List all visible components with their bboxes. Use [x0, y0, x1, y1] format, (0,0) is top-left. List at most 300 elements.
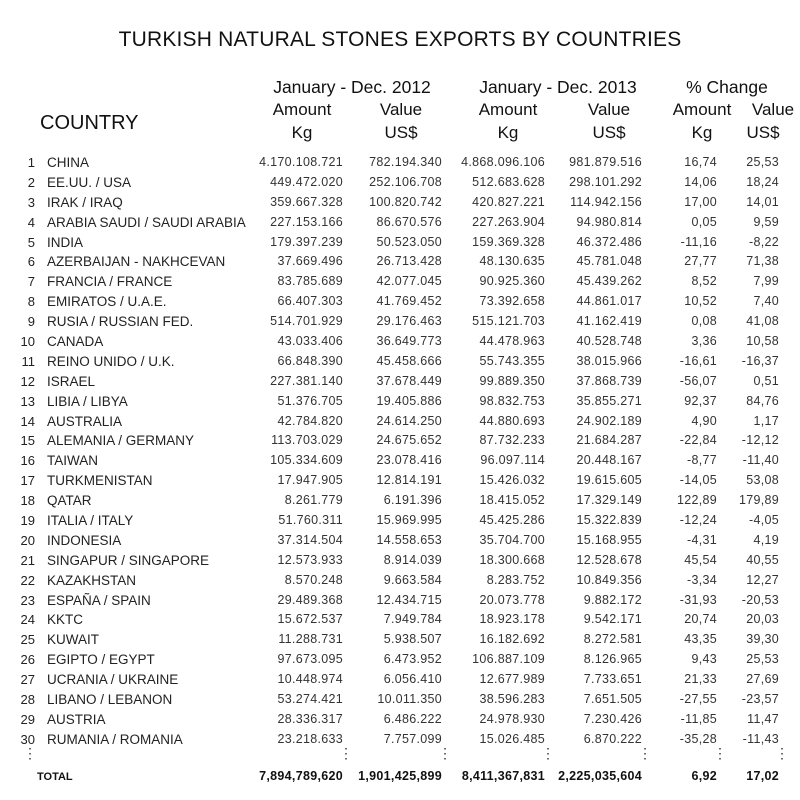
country-name: EGIPTO / EGYPT — [47, 652, 155, 668]
pct-change-amount: 45,54 — [684, 552, 717, 567]
pct-change-value: 0,51 — [753, 373, 779, 388]
value-2012: 7.757.099 — [383, 731, 442, 746]
table-row — [0, 235, 800, 255]
value-2013: 7.651.505 — [583, 692, 642, 707]
row-index: 11 — [21, 353, 35, 369]
value-2012: 15.969.995 — [376, 513, 442, 528]
row-index: 14 — [20, 413, 35, 429]
amount-2012: 227.153.166 — [270, 214, 343, 229]
amount-2013: 38.596.283 — [479, 692, 545, 707]
amount-2013: 159.369.328 — [472, 234, 545, 249]
table-row — [0, 433, 800, 453]
pct-change-amount: 8,52 — [691, 274, 717, 289]
value-2013: 38.015.966 — [576, 353, 642, 368]
table-row — [0, 175, 800, 195]
pct-change-amount: -8,77 — [687, 453, 717, 468]
value-2013: 44.861.017 — [576, 294, 642, 309]
value-2013: 24.902.189 — [576, 413, 642, 428]
row-index: 3 — [27, 194, 35, 210]
amount-2012: 179.397.239 — [270, 234, 343, 249]
value-2012: 6.486.222 — [383, 711, 442, 726]
amount-2013: 227.263.904 — [472, 214, 545, 229]
pct-change-amount: 17,00 — [684, 194, 717, 209]
value-2013: 41.162.419 — [576, 314, 642, 329]
pct-change-amount: 10,52 — [684, 294, 717, 309]
amount-2012: 23.218.633 — [277, 731, 343, 746]
amount-2012: 10.448.974 — [277, 672, 343, 687]
pct-change-amount: 43,35 — [684, 632, 717, 647]
pct-change-amount: -14,05 — [679, 473, 717, 488]
value-2012: 45.458.666 — [376, 353, 442, 368]
amount-2013: 15.426.032 — [479, 473, 545, 488]
table-row — [0, 732, 800, 752]
table-row — [0, 692, 800, 712]
ellipsis-pct-value: ⋮ — [775, 745, 789, 761]
row-index: 4 — [27, 214, 35, 230]
value-2012: 6.191.396 — [383, 493, 442, 508]
pct-change-amount: 0,08 — [691, 314, 717, 329]
value-2013: 114.942.156 — [570, 194, 642, 209]
value-2012: 26.713.428 — [376, 254, 442, 269]
value-2012: 29.176.463 — [376, 314, 442, 329]
pct-change-value: 9,59 — [753, 214, 779, 229]
country-name: ARABIA SAUDI / SAUDI ARABIA — [47, 214, 246, 230]
pct-change-amount: 21,33 — [684, 672, 717, 687]
amount-2012: 29.489.368 — [277, 592, 343, 607]
row-index: 8 — [27, 294, 35, 310]
row-index: 22 — [20, 572, 35, 588]
country-name: RUSIA / RUSSIAN FED. — [47, 314, 194, 330]
value-2012: 8.914.039 — [383, 552, 442, 567]
country-name: AUSTRALIA — [47, 413, 123, 429]
row-index: 9 — [27, 314, 35, 330]
value-2012: 7.949.784 — [383, 612, 442, 627]
pct-change-amount: -3,34 — [687, 572, 717, 587]
amount-2013: 55.743.355 — [479, 353, 545, 368]
total-pct-amount: 6,92 — [691, 769, 717, 783]
value-2012: 24.614.250 — [376, 413, 442, 428]
pct-change-value: -20,53 — [741, 592, 779, 607]
country-name: INDONESIA — [47, 532, 122, 548]
pct-change-value: 10,58 — [746, 334, 779, 349]
row-index: 26 — [20, 652, 35, 668]
pct-change-value: 25,53 — [746, 652, 779, 667]
country-name: SINGAPUR / SINGAPORE — [47, 552, 210, 568]
value-2012: 10.011.350 — [377, 692, 442, 707]
amount-2013: 420.827.221 — [472, 194, 545, 209]
row-index: 27 — [20, 672, 35, 688]
pct-change-amount: 122,89 — [676, 493, 717, 508]
country-name: UCRANIA / UKRAINE — [47, 672, 179, 688]
country-name: ESPAÑA / SPAIN — [47, 592, 151, 608]
value-2013: 9.542.171 — [583, 612, 642, 627]
table-row — [0, 533, 800, 553]
amount-2012: 227.381.140 — [270, 373, 343, 388]
country-name: EMIRATOS / U.A.E. — [47, 294, 167, 310]
total-pct-value: 17,02 — [746, 769, 779, 783]
value-2013: 8.126.965 — [583, 652, 642, 667]
amount-2012: 105.334.609 — [270, 453, 343, 468]
country-name: FRANCIA / FRANCE — [47, 274, 173, 290]
total-value-2012: 1,901,425,899 — [358, 769, 442, 783]
country-name: RUMANIA / ROMANIA — [47, 731, 183, 747]
row-index: 1 — [27, 155, 35, 170]
amount-2012: 449.472.020 — [270, 174, 343, 189]
value-2013: 21.684.287 — [576, 433, 642, 448]
pct-change-amount: 14,06 — [684, 174, 717, 189]
amount-2013: 12.677.989 — [479, 672, 545, 687]
pct-change-amount: -31,93 — [679, 592, 717, 607]
amount-2013: 98.832.753 — [479, 393, 545, 408]
amount-2012: 66.407.303 — [277, 294, 343, 309]
row-index: 7 — [27, 274, 35, 290]
amount-2013: 15.026.485 — [479, 731, 545, 746]
amount-2012: 4.170.108.721 — [259, 155, 343, 169]
pct-change-amount: -56,07 — [679, 373, 717, 388]
value-2012: 6.056.410 — [383, 672, 442, 687]
row-index: 10 — [20, 334, 35, 350]
pct-change-value: 7,40 — [753, 294, 779, 309]
amount-2012: 53.274.421 — [277, 692, 343, 707]
amount-2013: 18.300.668 — [479, 552, 545, 567]
country-name: KKTC — [47, 612, 84, 628]
table-row — [0, 513, 800, 533]
value-2013: 35.855.271 — [576, 393, 642, 408]
value-2012-header: Value — [379, 100, 423, 119]
pct-change-amount: -27,55 — [679, 692, 717, 707]
table-row — [0, 573, 800, 593]
value-2012: 14.558.653 — [376, 532, 442, 547]
total-value-2013: 2,225,035,604 — [558, 769, 642, 783]
amount-2013: 90.925.360 — [479, 274, 545, 289]
row-index: 16 — [20, 453, 35, 469]
row-index: 2 — [27, 174, 35, 190]
data-table-body — [0, 155, 800, 752]
amount-2012: 37.669.496 — [277, 254, 343, 269]
amount-2013: 18.415.052 — [479, 493, 545, 508]
country-name: EE.UU. / USA — [47, 174, 132, 190]
row-index: 28 — [20, 692, 35, 708]
pct-change-value: 11,47 — [747, 711, 779, 726]
pct-change-value: -16,37 — [741, 353, 779, 368]
value-2012: 36.649.773 — [376, 334, 442, 349]
pct-change-value: -8,22 — [749, 234, 779, 249]
table-row — [0, 394, 800, 414]
table-row — [0, 314, 800, 334]
value-2012: 41.769.452 — [376, 294, 442, 309]
amount-2013: 99.889.350 — [479, 373, 545, 388]
row-index: 24 — [20, 612, 35, 628]
table-row — [0, 215, 800, 235]
pct-change-amount: -16,61 — [679, 353, 717, 368]
pct-change-value: -23,57 — [741, 692, 779, 707]
value-2013: 6.870.222 — [583, 731, 642, 746]
country-name: CHINA — [47, 155, 90, 170]
pct-change-value: 14,01 — [746, 194, 779, 209]
amount-2012: 113.703.029 — [271, 433, 343, 448]
usd-2013-header: US$ — [592, 123, 626, 142]
amount-2013: 35.704.700 — [479, 532, 545, 547]
value-2012: 37.678.449 — [376, 373, 442, 388]
row-index: 15 — [20, 433, 35, 449]
pct-change-amount: 4,90 — [691, 413, 717, 428]
value-2013: 19.615.605 — [576, 473, 642, 488]
pct-change-value: 53,08 — [746, 473, 779, 488]
pct-change-value: 71,38 — [746, 254, 779, 269]
pct-change-amount: -4,31 — [687, 532, 717, 547]
value-2013: 12.528.678 — [576, 552, 642, 567]
value-2012: 12.434.715 — [376, 592, 442, 607]
table-row — [0, 652, 800, 672]
value-2012: 252.106.708 — [369, 174, 442, 189]
pct-change-amount: -35,28 — [679, 731, 717, 746]
table-row — [0, 195, 800, 215]
amount-2012: 51.376.705 — [277, 393, 343, 408]
pct-usd-header: US$ — [746, 123, 780, 142]
kg-2012-header: Kg — [291, 123, 313, 142]
amount-2013: 515.121.703 — [472, 314, 545, 329]
pct-change-amount: 92,37 — [684, 393, 717, 408]
row-index: 17 — [20, 473, 35, 489]
kg-2013-header: Kg — [497, 123, 519, 142]
table-row — [0, 632, 800, 652]
value-2013: 20.448.167 — [576, 453, 642, 468]
amount-2013-header: Amount — [478, 100, 538, 119]
country-name: ALEMANIA / GERMANY — [47, 433, 195, 449]
pct-change-amount: 0,05 — [691, 214, 717, 229]
pct-change-value: 25,53 — [746, 155, 779, 169]
pct-change-amount: -11,16 — [680, 234, 717, 249]
table-row — [0, 553, 800, 573]
period-2012-header: January - Dec. 2012 — [273, 77, 431, 97]
pct-change-value: -12,12 — [741, 433, 779, 448]
country-name: CANADA — [47, 334, 104, 350]
table-row — [0, 414, 800, 434]
amount-2012: 42.784.820 — [277, 413, 343, 428]
amount-2012: 37.314.504 — [277, 532, 343, 547]
value-2012: 86.670.576 — [376, 214, 442, 229]
amount-2012: 514.701.929 — [270, 314, 343, 329]
row-index: 23 — [20, 592, 35, 608]
pct-change-value: 1,17 — [753, 413, 779, 428]
table-row — [0, 593, 800, 613]
row-index: 25 — [20, 632, 35, 648]
pct-change-amount: -12,24 — [679, 513, 717, 528]
value-2012: 6.473.952 — [383, 652, 442, 667]
amount-2013: 87.732.233 — [479, 433, 545, 448]
country-name: LIBIA / LIBYA — [47, 393, 128, 409]
value-2013: 298.101.292 — [569, 174, 642, 189]
country-name: QATAR — [47, 493, 92, 509]
pct-change-value: 18,24 — [746, 174, 779, 189]
amount-2012: 12.573.933 — [277, 552, 343, 567]
pct-amount-header: Amount — [672, 100, 732, 119]
table-row — [0, 493, 800, 513]
value-2013: 45.781.048 — [576, 254, 642, 269]
ellipsis-amount-2012: ⋮ — [339, 745, 353, 761]
value-2012: 12.814.191 — [376, 473, 442, 488]
value-2012: 42.077.045 — [376, 274, 442, 289]
amount-2012: 17.947.905 — [277, 473, 343, 488]
value-2013: 94.980.814 — [576, 214, 642, 229]
pct-change-value: -11,43 — [742, 731, 779, 746]
value-2012: 100.820.742 — [369, 194, 442, 209]
country-name: IRAK / IRAQ — [47, 194, 123, 210]
amount-2012: 8.570.248 — [284, 572, 343, 587]
value-2013: 8.272.581 — [583, 632, 642, 647]
period-2013-header: January - Dec. 2013 — [479, 77, 637, 97]
ellipsis-value-2012: ⋮ — [438, 745, 452, 761]
amount-2012: 83.785.689 — [277, 274, 343, 289]
row-index: 5 — [27, 234, 35, 250]
table-row — [0, 672, 800, 692]
change-header: % Change — [686, 77, 768, 97]
value-2012: 782.194.340 — [369, 155, 442, 169]
amount-2013: 44.880.693 — [479, 413, 545, 428]
table-row — [0, 334, 800, 354]
ellipsis-value-2013: ⋮ — [638, 745, 652, 761]
country-name: ITALIA / ITALY — [47, 513, 134, 529]
value-2013-header: Value — [587, 100, 631, 119]
value-2013: 981.879.516 — [569, 155, 642, 169]
ellipsis-pct-amount: ⋮ — [713, 745, 727, 761]
pct-change-value: 179,89 — [738, 493, 779, 508]
table-row — [0, 354, 800, 374]
pct-change-value: 84,76 — [746, 393, 779, 408]
chart-title: TURKISH NATURAL STONES EXPORTS BY COUNTRIES — [118, 28, 682, 51]
pct-change-amount: 9,43 — [691, 652, 717, 667]
pct-change-amount: 16,74 — [684, 155, 717, 169]
value-2013: 40.528.748 — [576, 334, 642, 349]
amount-2013: 48.130.635 — [479, 254, 545, 269]
ellipsis-index: ⋮ — [23, 745, 37, 761]
total-amount-2013: 8,411,367,831 — [461, 769, 545, 783]
country-name: TURKMENISTAN — [47, 473, 153, 489]
table-row — [0, 254, 800, 274]
country-name: REINO UNIDO / U.K. — [47, 353, 175, 369]
pct-change-amount: -11,85 — [680, 711, 717, 726]
country-name: LIBANO / LEBANON — [47, 692, 173, 708]
value-2013: 7.230.426 — [583, 711, 642, 726]
value-2013: 17.329.149 — [576, 493, 642, 508]
total-label: TOTAL — [37, 771, 73, 783]
pct-change-value: 7,99 — [753, 274, 779, 289]
row-index: 6 — [27, 254, 35, 270]
row-index: 12 — [20, 373, 35, 389]
table-row — [0, 374, 800, 394]
amount-2012: 28.336.317 — [277, 711, 343, 726]
value-2013: 10.849.356 — [576, 572, 642, 587]
pct-change-amount: -22,84 — [679, 433, 717, 448]
pct-change-value: 39,30 — [746, 632, 779, 647]
country-name: KUWAIT — [47, 632, 99, 648]
amount-2013: 16.182.692 — [479, 632, 545, 647]
row-index: 13 — [20, 393, 35, 409]
pct-change-value: 40,55 — [746, 552, 779, 567]
amount-2012: 11.288.731 — [278, 632, 343, 647]
row-index: 18 — [20, 493, 35, 509]
pct-change-value: 20,03 — [746, 612, 779, 627]
table-row — [0, 155, 800, 175]
row-index: 29 — [20, 711, 35, 727]
value-2012: 19.405.886 — [376, 393, 442, 408]
value-2012: 5.938.507 — [383, 632, 442, 647]
row-index: 20 — [20, 532, 35, 548]
table-row — [0, 453, 800, 473]
pct-value-header: Value — [751, 100, 795, 119]
country-name: TAIWAN — [47, 453, 98, 469]
value-2013: 9.882.172 — [583, 592, 642, 607]
row-index: 30 — [20, 731, 35, 747]
country-name: AZERBAIJAN - NAKHCEVAN — [47, 254, 226, 270]
pct-change-value: 4,19 — [753, 532, 779, 547]
table-row — [0, 612, 800, 632]
usd-2012-header: US$ — [384, 123, 418, 142]
amount-2012-header: Amount — [272, 100, 332, 119]
pct-change-value: -11,40 — [742, 453, 779, 468]
value-2012: 50.523.050 — [376, 234, 442, 249]
amount-2013: 96.097.114 — [480, 453, 545, 468]
amount-2012: 51.760.311 — [278, 513, 343, 528]
amount-2013: 24.978.930 — [479, 711, 545, 726]
pct-change-value: 12,27 — [746, 572, 779, 587]
value-2012: 23.078.416 — [376, 453, 442, 468]
pct-change-amount: 3,36 — [691, 334, 717, 349]
pct-change-value: 27,69 — [746, 672, 779, 687]
table-row — [0, 712, 800, 732]
pct-change-value: -4,05 — [749, 513, 779, 528]
amount-2013: 44.478.963 — [479, 334, 545, 349]
value-2013: 45.439.262 — [576, 274, 642, 289]
pct-change-amount: 20,74 — [684, 612, 717, 627]
amount-2013: 512.683.628 — [472, 174, 545, 189]
country-name: AUSTRIA — [47, 711, 106, 727]
amount-2012: 15.672.537 — [277, 612, 343, 627]
table-row — [0, 473, 800, 493]
country-name: KAZAKHSTAN — [47, 572, 137, 588]
amount-2012: 8.261.779 — [284, 493, 343, 508]
country-name: INDIA — [47, 234, 84, 250]
row-index: 21 — [20, 552, 35, 568]
amount-2013: 45.425.286 — [479, 513, 545, 528]
total-row — [0, 769, 800, 789]
total-amount-2012: 7,894,789,620 — [259, 769, 343, 783]
pct-kg-header: Kg — [691, 123, 713, 142]
value-2013: 15.168.955 — [576, 532, 642, 547]
pct-change-value: 41,08 — [746, 314, 779, 329]
value-2013: 46.372.486 — [576, 234, 642, 249]
amount-2013: 73.392.658 — [479, 294, 545, 309]
value-2013: 37.868.739 — [576, 373, 642, 388]
country-name: ISRAEL — [47, 373, 96, 389]
ellipsis-amount-2013: ⋮ — [541, 745, 555, 761]
amount-2013: 4.868.096.106 — [461, 155, 545, 169]
country-header: COUNTRY — [40, 112, 139, 134]
row-index: 19 — [20, 513, 35, 529]
amount-2012: 97.673.095 — [277, 652, 343, 667]
table-row — [0, 274, 800, 294]
value-2012: 9.663.584 — [383, 572, 442, 587]
amount-2013: 8.283.752 — [486, 572, 545, 587]
table-row — [0, 294, 800, 314]
amount-2012: 43.033.406 — [277, 334, 343, 349]
amount-2013: 18.923.178 — [479, 612, 545, 627]
value-2012: 24.675.652 — [376, 433, 442, 448]
value-2013: 15.322.839 — [576, 513, 642, 528]
pct-change-amount: 27,77 — [684, 254, 717, 269]
amount-2013: 106.887.109 — [472, 652, 545, 667]
amount-2013: 20.073.778 — [479, 592, 545, 607]
